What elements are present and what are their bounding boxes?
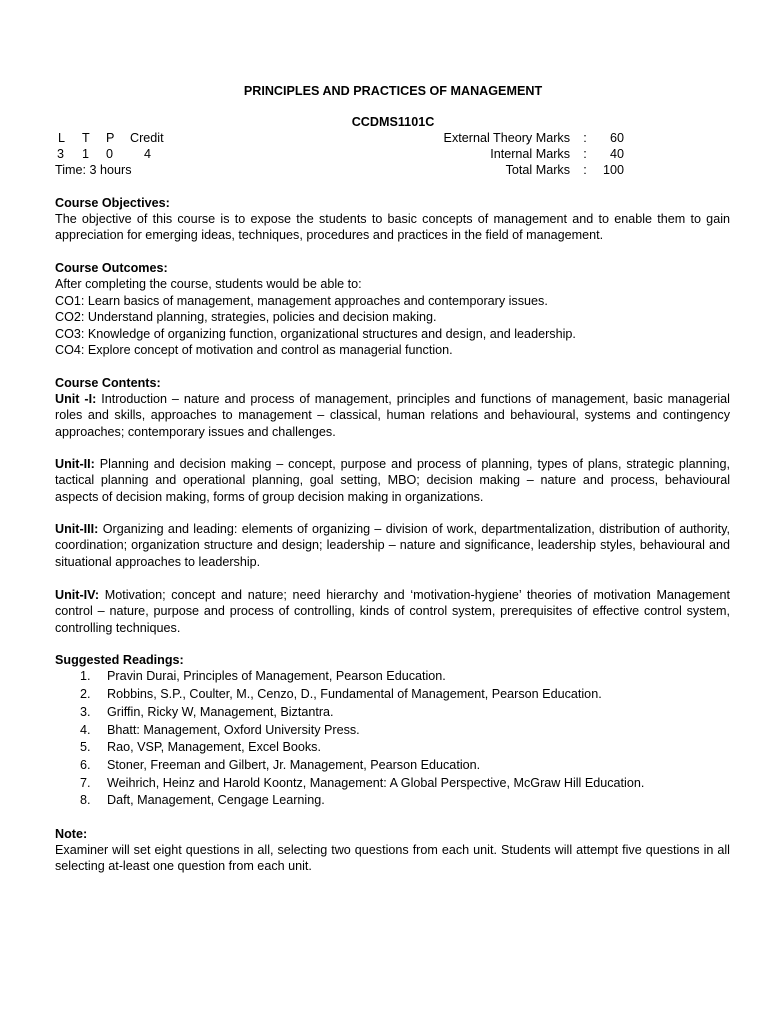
- reading-number: 7.: [80, 776, 91, 790]
- unit-1: [55, 391, 730, 440]
- course-code: CCDMS1101C: [351, 115, 435, 129]
- unit-3-text: Organizing and leading: elements of organizing – division of work, departmentalization, distribution of authority, coordination; organization structure and design; leadership – nature and significance, leadership styles, behavioural and situational approaches to leadership.: [55, 522, 730, 569]
- reading-item: [80, 792, 325, 808]
- ltp-value-l: 3: [57, 147, 65, 161]
- outcome-co3: CO3: Knowledge of organizing function, organizational structures and design, and leadership.: [55, 327, 576, 341]
- unit-2-label: Unit-II:: [55, 457, 95, 471]
- internal-marks-colon: :: [583, 147, 587, 161]
- reading-number: 8.: [80, 793, 91, 807]
- reading-item: [80, 775, 644, 791]
- unit-1-label: Unit -I:: [55, 392, 97, 406]
- outcomes-intro: After completing the course, students would be able to:: [55, 277, 362, 291]
- reading-item: [80, 739, 321, 755]
- unit-3: [55, 521, 730, 570]
- ltp-label-l: L: [58, 131, 66, 145]
- unit-4-text: Motivation; concept and nature; need hierarchy and ‘motivation-hygiene’ theories of motivation Management control – nature, purpose and process of controlling, kinds of control system, prerequisites of effective control system, controlling techniques.: [55, 588, 730, 635]
- total-marks-value: 100: [602, 163, 624, 177]
- reading-text: Rao, VSP, Management, Excel Books.: [107, 740, 321, 754]
- internal-marks-value: 40: [609, 147, 624, 161]
- reading-item: [80, 668, 446, 684]
- outcome-co2: CO2: Understand planning, strategies, policies and decision making.: [55, 310, 437, 324]
- readings-heading: Suggested Readings:: [55, 653, 184, 667]
- external-marks-colon: :: [583, 131, 587, 145]
- unit-1-text: Introduction – nature and process of management, principles and functions of management, basic managerial roles and skills, approaches to management – classical, human relations and behavioural, systems and contingency approaches; contemporary issues and challenges.: [55, 392, 730, 439]
- reading-text: Bhatt: Management, Oxford University Press.: [107, 723, 360, 737]
- reading-number: 5.: [80, 740, 91, 754]
- contents-heading: Course Contents:: [55, 376, 161, 390]
- ltp-value-t: 1: [82, 147, 90, 161]
- total-marks-label: Total Marks: [505, 163, 570, 177]
- ltp-label-credit: Credit: [130, 131, 164, 145]
- reading-number: 6.: [80, 758, 91, 772]
- unit-2: [55, 456, 730, 505]
- outcome-co1: CO1: Learn basics of management, management approaches and contemporary issues.: [55, 294, 548, 308]
- ltp-value-credit: 4: [144, 147, 152, 161]
- reading-number: 4.: [80, 723, 91, 737]
- internal-marks-label: Internal Marks: [490, 147, 570, 161]
- outcome-co4: CO4: Explore concept of motivation and control as managerial function.: [55, 343, 453, 357]
- ltp-label-t: T: [82, 131, 90, 145]
- note-heading: Note:: [55, 827, 88, 841]
- objectives-heading: Course Objectives:: [55, 196, 170, 210]
- reading-item: [80, 757, 480, 773]
- reading-text: Griffin, Ricky W, Management, Biztantra.: [107, 705, 334, 719]
- reading-text: Robbins, S.P., Coulter, M., Cenzo, D., Fundamental of Management, Pearson Education.: [107, 687, 602, 701]
- reading-item: [80, 704, 334, 720]
- objectives-text: The objective of this course is to expose the students to basic concepts of management and to enable them to gain appreciation for emerging ideas, techniques, procedures and practices in the field of management.: [55, 212, 730, 243]
- course-title: PRINCIPLES AND PRACTICES OF MANAGEMENT: [243, 84, 543, 98]
- ltp-label-p: P: [106, 131, 115, 145]
- external-marks-label: External Theory Marks: [443, 131, 570, 145]
- note-text: Examiner will set eight questions in all, selecting two questions from each unit. Students will attempt five questions in all selecting at-least one question from each unit.: [55, 843, 730, 874]
- ltp-value-p: 0: [106, 147, 114, 161]
- unit-4-label: Unit-IV:: [55, 588, 100, 602]
- outcomes-heading: Course Outcomes:: [55, 261, 168, 275]
- reading-text: Stoner, Freeman and Gilbert, Jr. Management, Pearson Education.: [107, 758, 481, 772]
- unit-2-text: Planning and decision making – concept, purpose and process of planning, types of plans, strategic planning, tactical planning and operational planning, goal setting, MBO; decision making – nature and process, behavioural aspects of decision making, forms of group decision making in organizations.: [55, 457, 730, 504]
- reading-item: [80, 722, 360, 738]
- reading-number: 1.: [80, 669, 91, 683]
- total-marks-colon: :: [583, 163, 587, 177]
- reading-number: 2.: [80, 687, 91, 701]
- reading-text: Daft, Management, Cengage Learning.: [107, 793, 325, 807]
- reading-number: 3.: [80, 705, 91, 719]
- unit-3-label: Unit-III:: [55, 522, 99, 536]
- reading-item: [80, 686, 602, 702]
- reading-text: Pravin Durai, Principles of Management, Pearson Education.: [107, 669, 446, 683]
- unit-4: [55, 587, 730, 636]
- time-duration: Time: 3 hours: [55, 163, 132, 177]
- external-marks-value: 60: [609, 131, 624, 145]
- reading-text: Weihrich, Heinz and Harold Koontz, Management: A Global Perspective, McGraw Hill Education.: [107, 776, 645, 790]
